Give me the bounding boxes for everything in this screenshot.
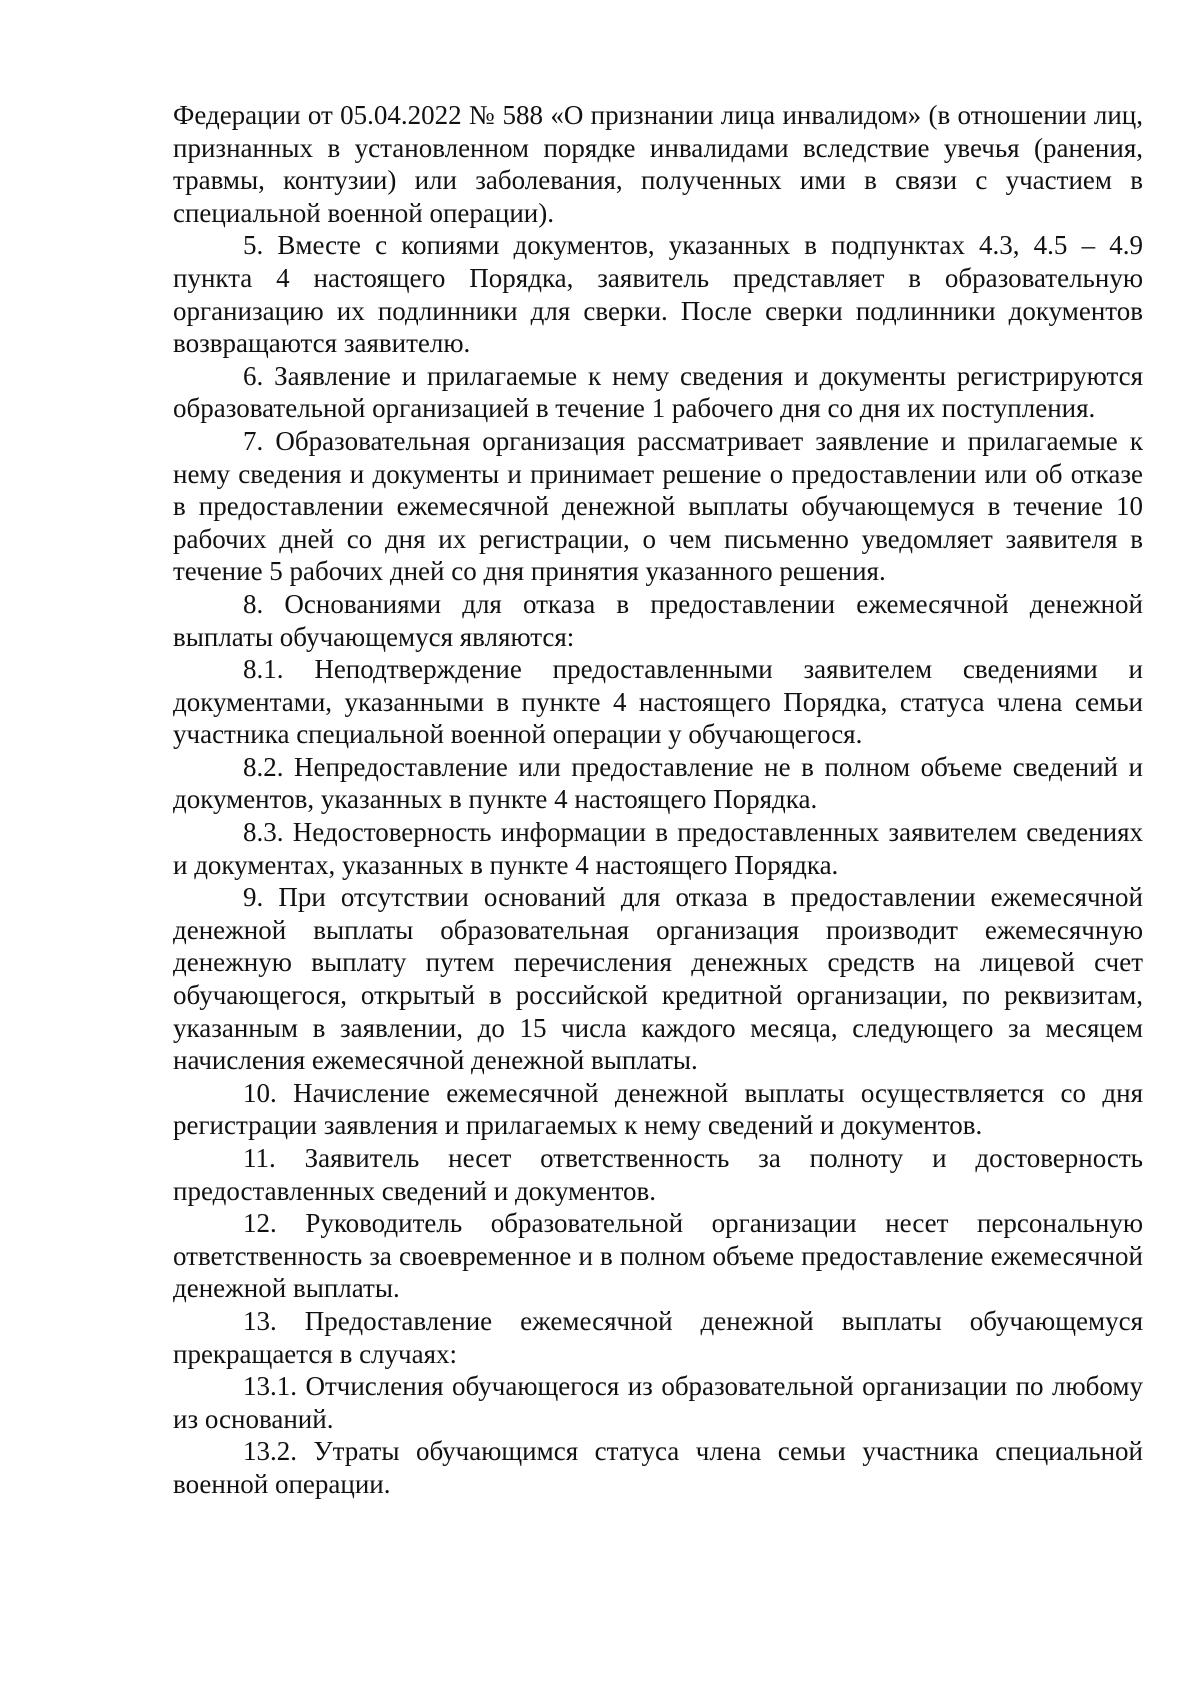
paragraph-10: 10. Начисление ежемесячной денежной выплаты осуществляется со дня регистрации заявления и прилагаемых к нему сведений и документов. [173, 1077, 1143, 1141]
paragraph-9: 9. При отсутствии оснований для отказа в предоставлении ежемесячной денежной выплаты образовательная организация производит ежемесячную денежную выплату путем перечисления денежных средств на лицевой счет обучающегося, открытый в российской кредитной организации, по реквизитам, указанным в заявлении, до 15 числа каждого месяца, следующего за месяцем начисления ежемесячной денежной выплаты. [173, 882, 1143, 1076]
paragraph-13-1: 13.1. Отчисления обучающегося из образовательной организации по любому из оснований. [173, 1371, 1143, 1434]
paragraph-5: 5. Вместе с копиями документов, указанных в подпунктах 4.3, 4.5 – 4.9 пункта 4 настоящего Порядка, заявитель представляет в образовательную организацию их подлинники для сверки. После сверки подлинники документов возвращаются заявителю. [173, 230, 1143, 359]
paragraph-13: 13. Предоставление ежемесячной денежной выплаты обучающемуся прекращается в случаях: [173, 1305, 1143, 1369]
paragraph-11: 11. Заявитель несет ответственность за полноту и достоверность предоставленных сведений и документов. [173, 1143, 1143, 1206]
paragraph-6: 6. Заявление и прилагаемые к нему сведения и документы регистрируются образовательной организацией в течение 1 рабочего дня со дня их поступления. [173, 360, 1143, 424]
paragraph-8: 8. Основаниями для отказа в предоставлении ежемесячной денежной выплаты обучающемуся являются: [173, 588, 1143, 652]
paragraph-8-1: 8.1. Неподтверждение предоставленными заявителем сведениями и документами, указанными в пункте 4 настоящего Порядка, статуса члена семьи участника специальной военной операции у обучающегося. [173, 654, 1143, 750]
paragraph-12: 12. Руководитель образовательной организации несет персональную ответственность за своевременное и в полном объеме предоставление ежемесячной денежной выплаты. [173, 1208, 1143, 1304]
paragraph-7: 7. Образовательная организация рассматривает заявление и прилагаемые к нему сведения и документы и принимает решение о предоставлении или об отказе в предоставлении ежемесячной денежной выплаты обучающемуся в течение 10 рабочих дней со дня их регистрации, о чем письменно уведомляет заявителя в течение 5 рабочих дней со дня принятия указанного решения. [173, 425, 1143, 587]
paragraph-8-3: 8.3. Недостоверность информации в предоставленных заявителем сведениях и документах, указанных в пункте 4 настоящего Порядка. [173, 817, 1143, 880]
document-body [173, 99, 1143, 1501]
paragraph-13-2: 13.2. Утраты обучающимся статуса члена семьи участника специальной военной операции. [173, 1436, 1143, 1499]
paragraph-8-2: 8.2. Непредоставление или предоставление не в полном объеме сведений и документов, указанных в пункте 4 настоящего Порядка. [173, 751, 1143, 815]
paragraph-continuation: Федерации от 05.04.2022 № 588 «О признании лица инвалидом» (в отношении лиц, признанных в установленном порядке инвалидами вследствие увечья (ранения, травмы, контузии) или заболевания, полученных ими в связи с участием в специальной военной операции). [173, 100, 1143, 228]
